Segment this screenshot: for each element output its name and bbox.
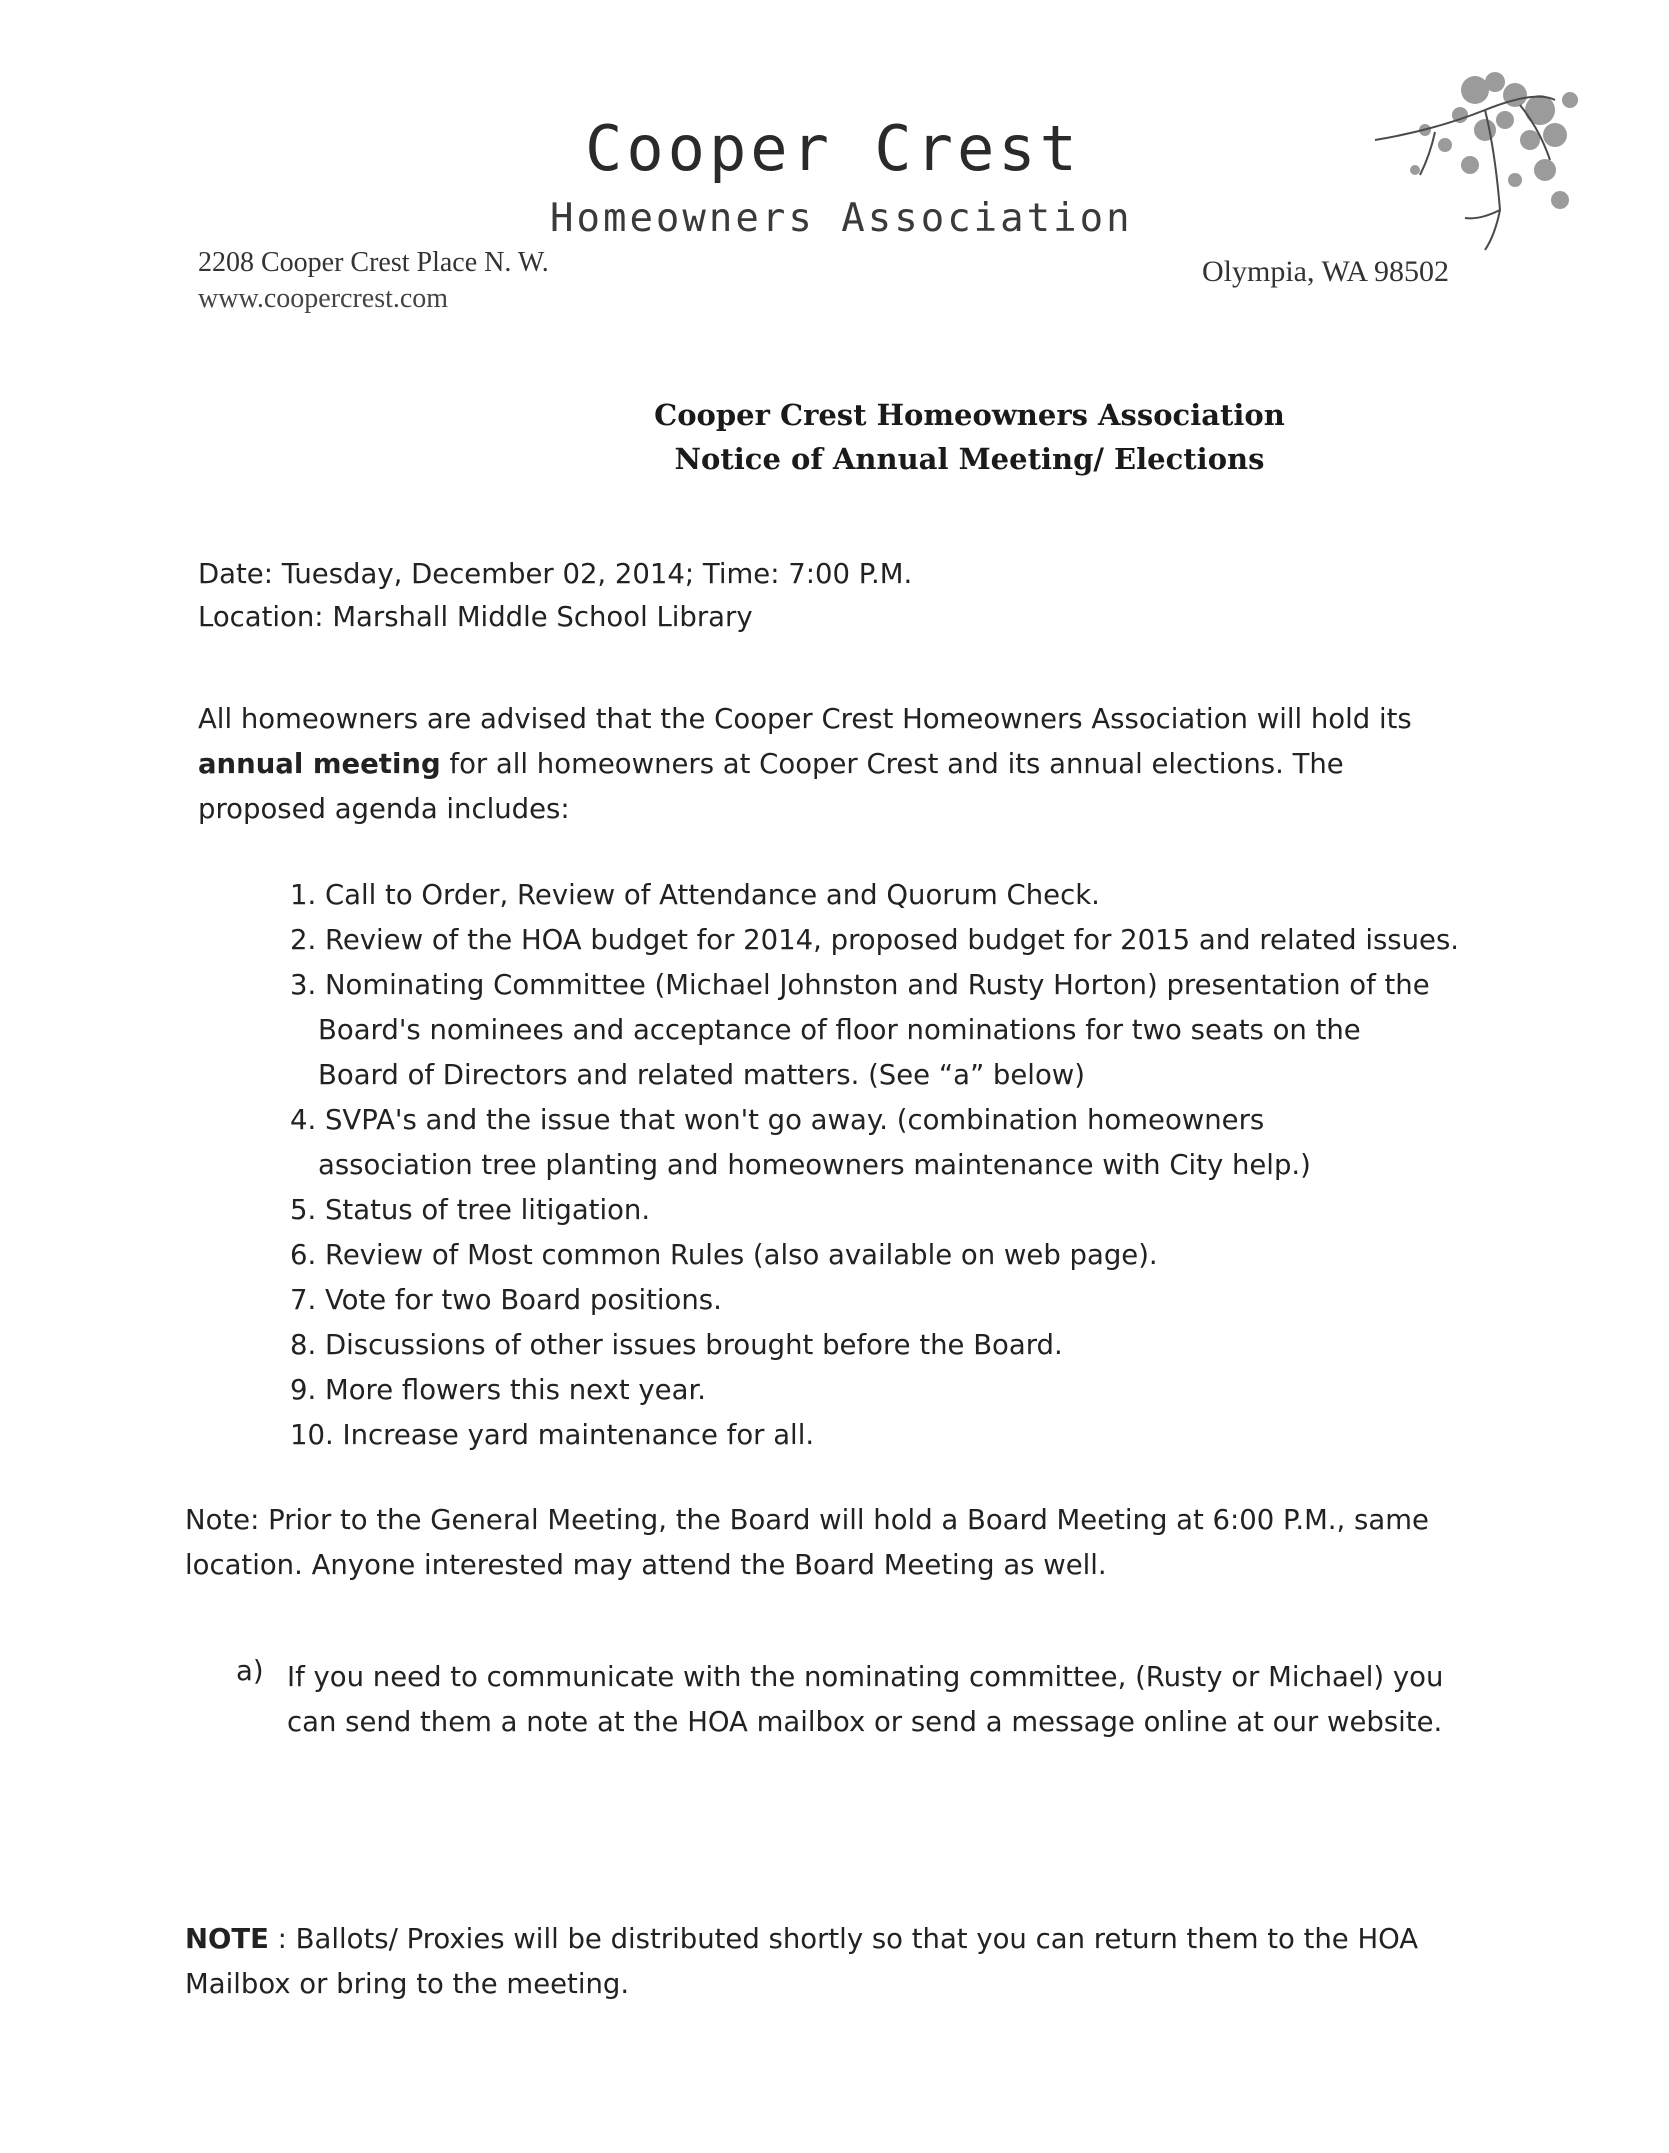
agenda-item: 4. SVPA's and the issue that won't go away. (combination homeowners: [290, 1104, 1265, 1136]
agenda-item: 2. Review of the HOA budget for 2014, proposed budget for 2015 and related issues.: [290, 924, 1460, 956]
ballots-note: [185, 1917, 1418, 2007]
note-line: location. Anyone interested may attend the Board Meeting as well.: [185, 1549, 1107, 1581]
note-line: Note: Prior to the General Meeting, the Board will hold a Board Meeting at 6:00 P.M., same: [185, 1504, 1429, 1536]
agenda-item: 3. Nominating Committee (Michael Johnston and Rusty Horton) presentation of the: [290, 969, 1430, 1001]
letterhead-city: Olympia, WA 98502: [1202, 255, 1449, 288]
tree-logo: [1355, 60, 1585, 265]
intro-line: All homeowners are advised that the Cooper Crest Homeowners Association will hold its: [198, 703, 1412, 735]
agenda-item: 10. Increase yard maintenance for all.: [290, 1419, 815, 1451]
ballots-note-text: : Ballots/ Proxies will be distributed shortly so that you can return them to the HOA: [268, 1923, 1419, 1955]
agenda-item-continuation: Board of Directors and related matters. (See “a” below): [318, 1059, 1085, 1091]
agenda-item: 9. More flowers this next year.: [290, 1374, 706, 1406]
board-meeting-note: [185, 1498, 1429, 1588]
agenda-item: 1. Call to Order, Review of Attendance and Quorum Check.: [290, 879, 1100, 911]
letterhead-website: www.coopercrest.com: [198, 283, 449, 314]
meeting-location: Location: Marshall Middle School Library: [198, 601, 753, 633]
agenda-item: 6. Review of Most common Rules (also available on web page).: [290, 1239, 1158, 1271]
letterhead-subtitle: Homeowners Association: [550, 196, 1133, 241]
notice-title: Cooper Crest Homeowners Association: [654, 398, 1285, 432]
ballots-note-label: NOTE: [185, 1923, 269, 1955]
footnote-line: If you need to communicate with the nominating committee, (Rusty or Michael) you: [287, 1661, 1444, 1693]
intro-bold-phrase: annual meeting: [198, 748, 441, 780]
meeting-date-time: Date: Tuesday, December 02, 2014; Time: 7:00 P.M.: [198, 558, 913, 590]
letterhead-address: 2208 Cooper Crest Place N. W.: [198, 247, 549, 278]
ballots-note-line: [185, 1917, 1418, 1962]
agenda-item: 7. Vote for two Board positions.: [290, 1284, 722, 1316]
ballots-note-line: Mailbox or bring to the meeting.: [185, 1968, 630, 2000]
footnote-line: can send them a note at the HOA mailbox or send a message online at our website.: [287, 1706, 1443, 1738]
intro-line: [198, 742, 1412, 787]
agenda-item-continuation: Board's nominees and acceptance of floor nominations for two seats on the: [318, 1014, 1361, 1046]
intro-line-rest: for all homeowners at Cooper Crest and its annual elections. The: [440, 748, 1344, 780]
footnote-a: [287, 1655, 1443, 1745]
footnote-label: a): [236, 1655, 264, 1687]
intro-line: proposed agenda includes:: [198, 793, 570, 825]
agenda-item-continuation: association tree planting and homeowners maintenance with City help.): [318, 1149, 1311, 1181]
agenda-item: 5. Status of tree litigation.: [290, 1194, 651, 1226]
agenda-list: [290, 873, 1459, 1458]
letterhead-name: Cooper Crest: [585, 112, 1081, 185]
notice-subtitle: Notice of Annual Meeting/ Elections: [674, 442, 1265, 476]
agenda-item: 8. Discussions of other issues brought before the Board.: [290, 1329, 1063, 1361]
intro-paragraph: [198, 697, 1412, 832]
